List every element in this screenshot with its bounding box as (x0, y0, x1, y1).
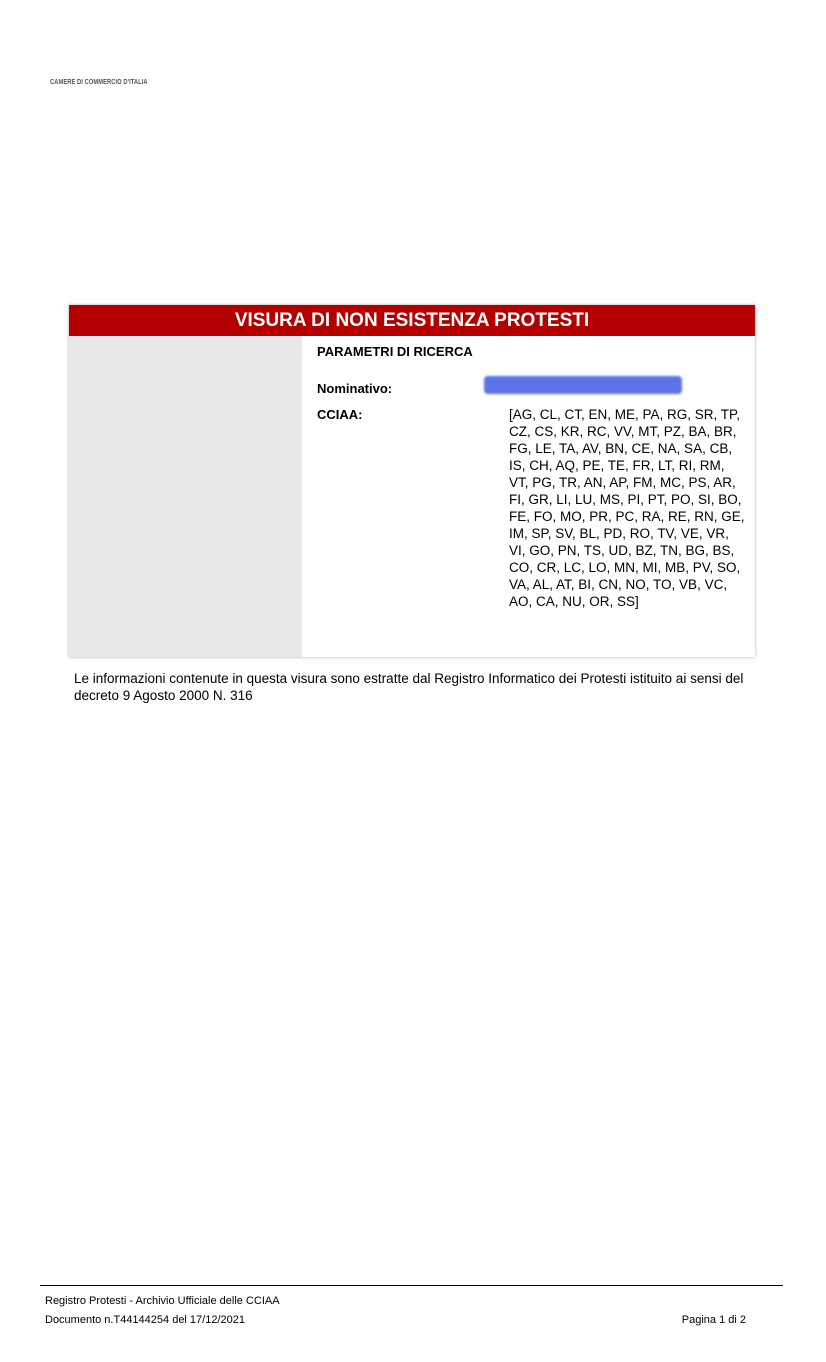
card-title: VISURA DI NON ESISTENZA PROTESTI (69, 305, 755, 336)
visura-card (69, 305, 755, 657)
nominativo-redacted-value (484, 376, 682, 394)
footer-registry: Registro Protesti - Archivio Ufficiale delle CCIAA (45, 1295, 280, 1307)
cciaa-label: CCIAA: (317, 407, 363, 422)
info-text: Le informazioni contenute in questa visura sono estratte dal Registro Informatico dei Protesti istituito ai sensi del decreto 9 Agosto 2000 N. 316 (74, 671, 744, 703)
nominativo-label: Nominativo: (317, 381, 393, 396)
footer-document-number: Documento n.T44144254 del 17/12/2021 (45, 1314, 245, 1326)
params-heading: PARAMETRI DI RICERCA (317, 344, 473, 359)
left-panel (69, 336, 302, 657)
footer-page-number: Pagina 1 di 2 (681, 1314, 746, 1326)
footer-divider (40, 1285, 783, 1286)
cciaa-value: [AG, CL, CT, EN, ME, PA, RG, SR, TP, CZ, CS, KR, RC, VV, MT, PZ, BA, BR, FG, LE, TA, AV, BN, CE, NA, SA, CB, IS, CH, AQ, PE, TE, FR, LT, RI, RM, VT, PG, TR, AN, AP, FM, MC, PS, AR, FI, GR, LI, LU, MS, PI, PT, PO, SI, BO, FE, FO, MO, PR, PC, RA, RE, RN, GE, IM, SP, SV, BL, PD, RO, TV, VE, VR, VI, GO, PN, TS, UD, BZ, TN, BG, BS, CO, CR, LC, LO, MN, MI, MB, PV, SO, VA, AL, AT, BI, CN, NO, TO, VB, VC, AO, CA, NU, OR, SS] (509, 407, 745, 609)
brand-header: CAMERE DI COMMERCIO D'ITALIA (50, 79, 148, 86)
